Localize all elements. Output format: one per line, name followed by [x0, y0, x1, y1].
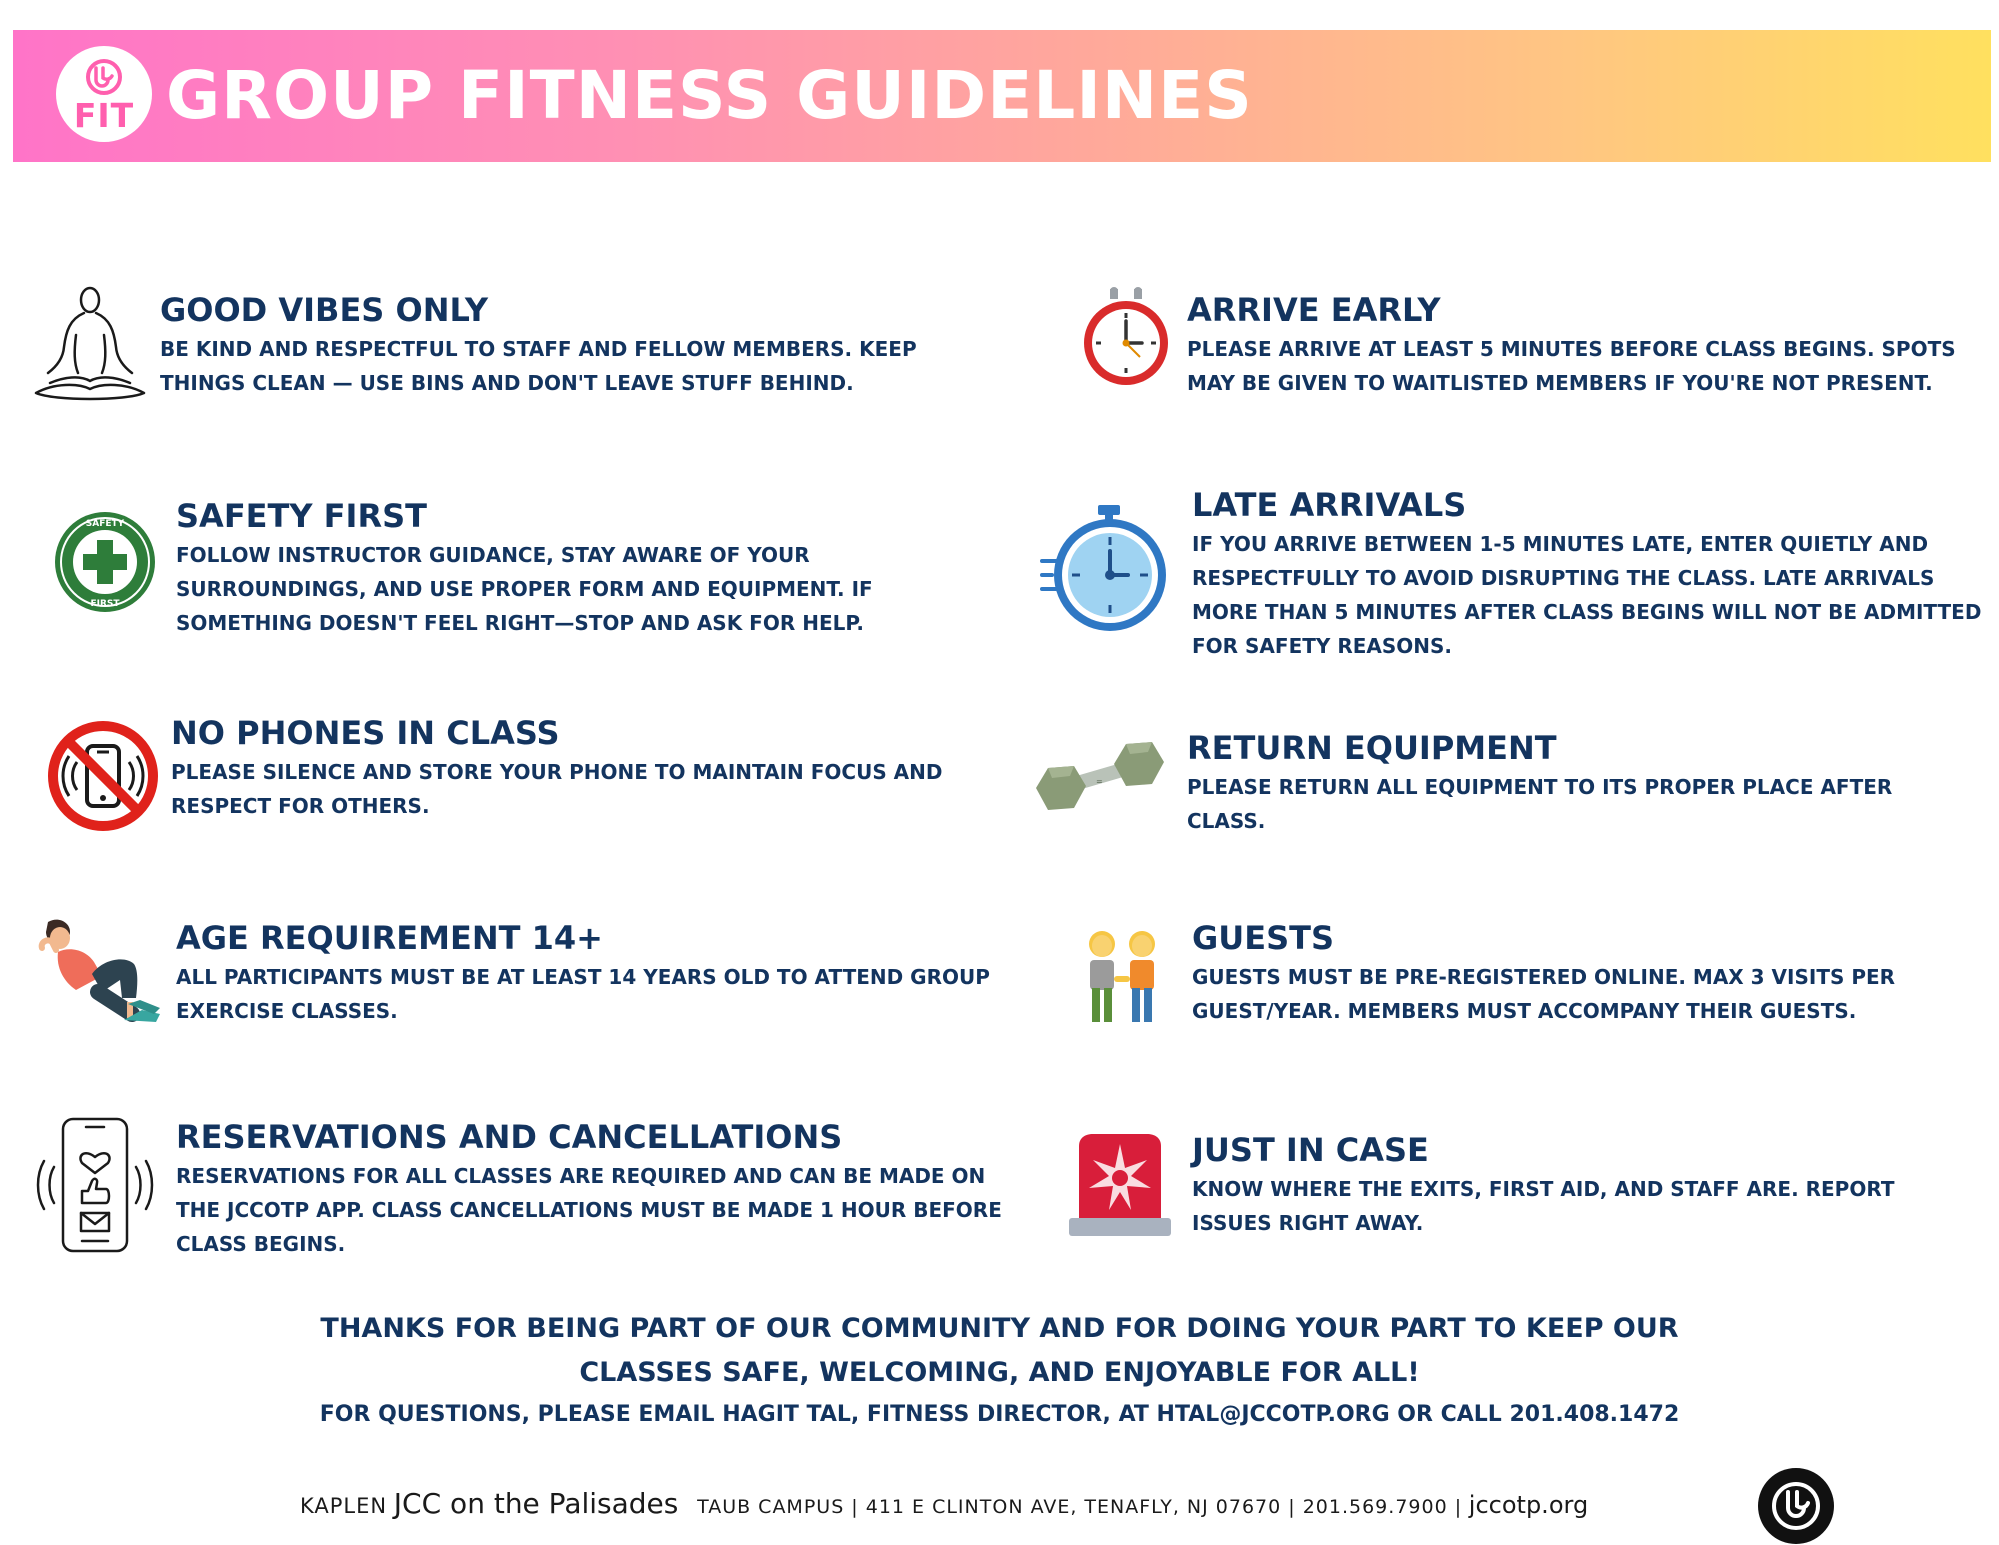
two-people-icon — [1080, 926, 1164, 1030]
guideline-guests — [1192, 918, 1972, 1028]
guideline-title: ARRIVE EARLY — [1187, 291, 1441, 329]
phone-app-icon — [30, 1115, 160, 1255]
page-title: GROUP FITNESS GUIDELINES — [166, 57, 1253, 134]
alarm-clock-icon — [1080, 285, 1172, 389]
guideline-text: FOLLOW INSTRUCTOR GUIDANCE, STAY AWARE OF YOUR SURROUNDINGS, AND USE PROPER FORM AND EQUIPMENT. IF SOMETHING DOESN'T FEEL RIGHT—STOP AND ASK FOR HELP. — [176, 543, 873, 635]
siren-light-icon — [1065, 1130, 1175, 1242]
guideline-title: JUST IN CASE — [1192, 1131, 1429, 1169]
guideline-arrive-early — [1187, 290, 1967, 400]
closing-message — [0, 1307, 1999, 1395]
stopwatch-icon — [1040, 503, 1174, 635]
svg-text:FIRST: FIRST — [90, 599, 120, 609]
guideline-return-equipment — [1187, 728, 1967, 838]
guideline-safety-first — [176, 496, 946, 640]
guideline-text: BE KIND AND RESPECTFUL TO STAFF AND FELLOW MEMBERS. KEEP THINGS CLEAN — USE BINS AND DON'T LEAVE STUFF BEHIND. — [160, 337, 917, 395]
guideline-age-requirement — [176, 918, 996, 1028]
guideline-late-arrivals — [1192, 485, 1982, 663]
guideline-title: NO PHONES IN CLASS — [171, 714, 560, 752]
footer-brand-name: JCC on the Palisades — [393, 1487, 679, 1520]
safety-first-icon — [53, 510, 157, 614]
sit-up-person-icon — [34, 918, 168, 1030]
guideline-text: GUESTS MUST BE PRE-REGISTERED ONLINE. MAX 3 VISITS PER GUEST/YEAR. MEMBERS MUST ACCOMPANY THEIR GUESTS. — [1192, 965, 1896, 1023]
fit-logo-text: FIT — [73, 96, 135, 135]
guideline-title: GOOD VIBES ONLY — [160, 291, 489, 329]
closing-line-1: THANKS FOR BEING PART OF OUR COMMUNITY AND FOR DOING YOUR PART TO KEEP OUR — [320, 1313, 1679, 1344]
svg-text:SAFETY: SAFETY — [85, 519, 125, 529]
guideline-title: RESERVATIONS AND CANCELLATIONS — [176, 1118, 843, 1156]
guideline-title: SAFETY FIRST — [176, 497, 427, 535]
guideline-text: PLEASE ARRIVE AT LEAST 5 MINUTES BEFORE CLASS BEGINS. SPOTS MAY BE GIVEN TO WAITLISTED MEMBERS IF YOU'RE NOT PRESENT. — [1187, 337, 1956, 395]
meditation-icon — [30, 285, 150, 407]
guideline-no-phones — [171, 713, 1001, 823]
footer-address: TAUB CAMPUS | 411 E CLINTON AVE, TENAFLY, NJ 07670 | 201.569.7900 | — [697, 1496, 1463, 1518]
guideline-title: RETURN EQUIPMENT — [1187, 729, 1557, 767]
svg-text:=: = — [1096, 777, 1103, 786]
guideline-good-vibes — [160, 290, 1000, 400]
guideline-text: RESERVATIONS FOR ALL CLASSES ARE REQUIRED AND CAN BE MADE ON THE JCCOTP APP. CLASS CANCELLATIONS MUST BE MADE 1 HOUR BEFORE CLASS BEGINS. — [176, 1164, 1002, 1256]
footer — [300, 1486, 1588, 1525]
guideline-title: AGE REQUIREMENT 14+ — [176, 919, 603, 957]
guideline-text: ALL PARTICIPANTS MUST BE AT LEAST 14 YEARS OLD TO ATTEND GROUP EXERCISE CLASSES. — [176, 965, 990, 1023]
guideline-text: PLEASE RETURN ALL EQUIPMENT TO ITS PROPER PLACE AFTER CLASS. — [1187, 775, 1893, 833]
contact-line: FOR QUESTIONS, PLEASE EMAIL HAGIT TAL, FITNESS DIRECTOR, AT HTAL@JCCOTP.ORG OR CALL 201.408.1472 — [319, 1402, 1680, 1427]
closing-line-1b: CLASSES SAFE, WELCOMING, AND ENJOYABLE FOR ALL! — [579, 1357, 1420, 1388]
guideline-just-in-case — [1192, 1130, 1972, 1240]
guideline-text: PLEASE SILENCE AND STORE YOUR PHONE TO MAINTAIN FOCUS AND RESPECT FOR OTHERS. — [171, 760, 943, 818]
guideline-reservations — [176, 1117, 1026, 1261]
dumbbell-icon — [1030, 738, 1170, 822]
jcc-logo-icon — [1758, 1468, 1834, 1544]
guideline-title: LATE ARRIVALS — [1192, 486, 1467, 524]
no-phone-icon — [47, 720, 159, 832]
guideline-text: IF YOU ARRIVE BETWEEN 1-5 MINUTES LATE, ENTER QUIETLY AND RESPECTFULLY TO AVOID DISRUPTING THE CLASS. LATE ARRIVALS MORE THAN 5 MINUTES AFTER CLASS BEGINS WILL NOT BE ADMITTED FOR SAFETY REASONS. — [1192, 532, 1982, 658]
guideline-title: GUESTS — [1192, 919, 1335, 957]
footer-brand-kaplen: KAPLEN — [300, 1494, 388, 1518]
guideline-text: KNOW WHERE THE EXITS, FIRST AID, AND STAFF ARE. REPORT ISSUES RIGHT AWAY. — [1192, 1177, 1895, 1235]
footer-website[interactable]: jccotp.org — [1468, 1491, 1589, 1519]
fit-logo — [56, 46, 152, 142]
